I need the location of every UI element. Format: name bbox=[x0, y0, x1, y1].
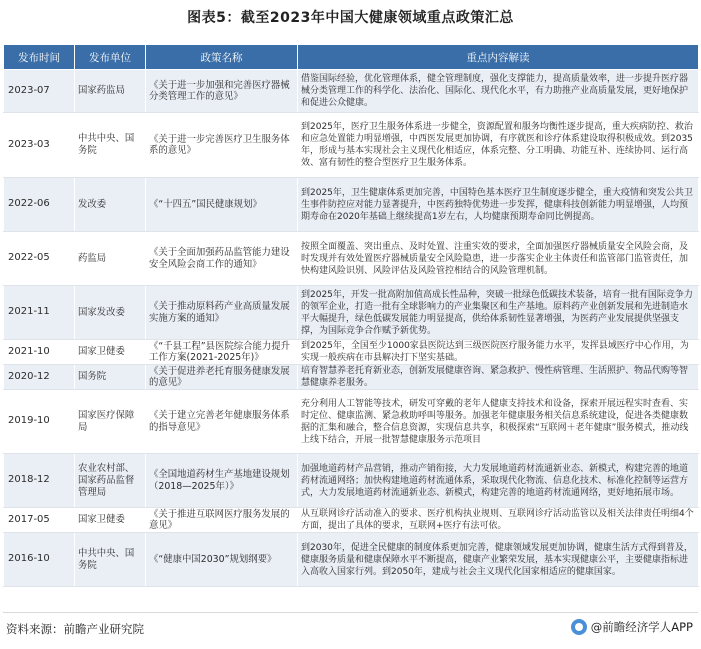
cell-content: 到2025年，卫生健康体系更加完善，中国特色基本医疗卫生制度逐步健全，重大疫情和突发公共卫生事件防控应对能力显著提升，中医药独特优势进一步发挥，健康科技创新能力明显增强，人均预期寿命在2020年基础上继续提高1岁左右，人均健康预期寿命同比例提高。 bbox=[298, 178, 699, 232]
cell-policy: 《“健康中国2030”规划纲要》 bbox=[146, 533, 298, 587]
policy-table bbox=[3, 44, 699, 587]
policy-table-container bbox=[3, 44, 698, 610]
cell-unit: 中共中央、国务院 bbox=[75, 113, 146, 178]
cell-content: 加强地道药材产品营销，推动产销衔接，大力发展地道药材流通新业态、新模式，构建完善的地道药材流通网络；加快构建地道药材流通体系，采取现代化物流、信息化技术、标准化控制等运营方式，大力发展地道药材流通新业态、新模式，构建完善的地道药材流通网络，更好地拓展市场。 bbox=[298, 454, 699, 508]
table-row bbox=[4, 70, 699, 113]
cell-date: 2021-11 bbox=[4, 286, 75, 340]
cell-unit: 药监局 bbox=[75, 232, 146, 286]
header-policy: 政策名称 bbox=[146, 45, 298, 70]
cell-date: 2020-12 bbox=[4, 365, 75, 390]
cell-date: 2022-05 bbox=[4, 232, 75, 286]
table-row bbox=[4, 113, 699, 178]
table-row bbox=[4, 232, 699, 286]
cell-date: 2021-10 bbox=[4, 340, 75, 365]
cell-date: 2018-12 bbox=[4, 454, 75, 508]
cell-policy: 《“十四五”国民健康规划》 bbox=[146, 178, 298, 232]
header-unit: 发布单位 bbox=[75, 45, 146, 70]
brand-watermark bbox=[571, 619, 693, 635]
table-row bbox=[4, 340, 699, 365]
table-row bbox=[4, 178, 699, 232]
table-row bbox=[4, 454, 699, 508]
cell-policy: 《关于推进互联网医疗服务发展的意见》 bbox=[146, 508, 298, 533]
cell-date: 2023-03 bbox=[4, 113, 75, 178]
cell-policy: 《“千县工程”县医院综合能力提升工作方案(2021-2025年)》 bbox=[146, 340, 298, 365]
cell-policy: 《关于建立完善老年健康服务体系的指导意见》 bbox=[146, 390, 298, 454]
cell-policy: 《关于促进养老托育服务健康发展的意见》 bbox=[146, 365, 298, 390]
cell-policy: 《全国地道药材生产基地建设规划（2018—2025年）》 bbox=[146, 454, 298, 508]
cell-date: 2017-05 bbox=[4, 508, 75, 533]
source-note: 资料来源：前瞻产业研究院 bbox=[6, 622, 144, 636]
brand-logo-icon bbox=[571, 619, 587, 635]
cell-content: 到2025年，医疗卫生服务体系进一步健全，资源配置和服务均衡性逐步提高，重大疾病防控、救治和应急处置能力明显增强，中西医发展更加协调，有序就医和诊疗体系建设取得积极成效。到2035年，形成与基本实现社会主义现代化相适应，体系完整、分工明确、功能互补、连续协同、运行高效、富有韧性的整合型医疗卫生服务体系。 bbox=[298, 113, 699, 178]
header-date: 发布时间 bbox=[4, 45, 75, 70]
cell-content: 从互联网诊疗活动准入的要求、医疗机构执业规则、互联网诊疗活动监管以及相关法律责任明细4个方面，提出了具体的要求，互联网+医疗有法可依。 bbox=[298, 508, 699, 533]
cell-content: 到2025年，全国至少1000家县医院达到三级医院医疗服务能力水平，发挥县域医疗中心作用，为实现一般疾病在市县解决打下坚实基础。 bbox=[298, 340, 699, 365]
cell-unit: 农业农村部、国家药品监督管理局 bbox=[75, 454, 146, 508]
cell-unit: 中共中央、国务院 bbox=[75, 533, 146, 587]
cell-content: 到2025年，开发一批高附加值高成长性品种，突破一批绿色低碳技术装备，培育一批有国际竞争力的领军企业，打造一批有全球影响力的产业集聚区和生产基地。原料药产业创新发展和先进制造水平大幅提升，绿色低碳发展能力明显提高，供给体系韧性显著增强，为医药产业发展提供坚强支撑，为国际竞争合作赋予新优势。 bbox=[298, 286, 699, 340]
cell-unit: 国家卫健委 bbox=[75, 340, 146, 365]
cell-policy: 《关于进一步加强和完善医疗器械分类管理工作的意见》 bbox=[146, 70, 298, 113]
table-row bbox=[4, 286, 699, 340]
footer-divider bbox=[3, 612, 698, 613]
cell-unit: 发改委 bbox=[75, 178, 146, 232]
header-content: 重点内容解读 bbox=[298, 45, 699, 70]
cell-content: 借鉴国际经验，优化管理体系，健全管理制度，强化支撑能力，提高质量效率，进一步提升医疗器械分类管理工作的科学化、法治化、国际化、现代化水平，有力助推产业高质量发展，更好地保护和促进公众健康。 bbox=[298, 70, 699, 113]
table-row bbox=[4, 533, 699, 587]
cell-unit: 国家医疗保障局 bbox=[75, 390, 146, 454]
page-title: 图表5：截至2023年中国大健康领域重点政策汇总 bbox=[187, 10, 514, 26]
table-row bbox=[4, 365, 699, 390]
cell-date: 2022-06 bbox=[4, 178, 75, 232]
cell-unit: 国家卫健委 bbox=[75, 508, 146, 533]
cell-content: 充分利用人工智能等技术，研发可穿戴的老年人健康支持技术和设备，探索开展远程实时查看、实时定位、健康监测、紧急救助呼叫等服务。加强老年健康服务相关信息系统建设，促进各类健康数据的汇集和融合，整合信息资源，实现信息共享，积极探索“互联网＋老年健康”服务模式，推动线上线下结合，开展一批智慧健康服务示范项目 bbox=[298, 390, 699, 454]
cell-unit: 国家药监局 bbox=[75, 70, 146, 113]
table-row bbox=[4, 508, 699, 533]
cell-unit: 国务院 bbox=[75, 365, 146, 390]
cell-content: 培育智慧养老托育新业态，创新发展健康咨询、紧急救护、慢性病管理、生活照护、物品代购等智慧健康养老服务。 bbox=[298, 365, 699, 390]
table-row bbox=[4, 390, 699, 454]
cell-policy: 《关于全面加强药品监管能力建设安全风险会商工作的通知》 bbox=[146, 232, 298, 286]
cell-date: 2016-10 bbox=[4, 533, 75, 587]
table-header-row bbox=[4, 45, 699, 70]
cell-content: 按照全面覆盖、突出重点、及时处置、注重实效的要求，全面加强医疗器械质量安全风险会商，及时发现并有效处置医疗器械质量安全风险隐患，进一步落实企业主体责任和监管部门监管责任，加快构建风险识别、风险评估及风险管控相结合的风险管理机制。 bbox=[298, 232, 699, 286]
cell-content: 到2030年，促进全民健康的制度体系更加完善，健康领域发展更加协调，健康生活方式得到普及，健康服务质量和健康保障水平不断提高，健康产业繁荣发展，基本实现健康公平，主要健康指标进入高收入国家行列。到2050年，建成与社会主义现代化国家相适应的健康国家。 bbox=[298, 533, 699, 587]
cell-policy: 《关于推动原料药产业高质量发展实施方案的通知》 bbox=[146, 286, 298, 340]
cell-unit: 国家发改委 bbox=[75, 286, 146, 340]
cell-date: 2023-07 bbox=[4, 70, 75, 113]
brand-label: @前瞻经济学人APP bbox=[590, 620, 693, 634]
cell-policy: 《关于进一步完善医疗卫生服务体系的意见》 bbox=[146, 113, 298, 178]
cell-date: 2019-10 bbox=[4, 390, 75, 454]
